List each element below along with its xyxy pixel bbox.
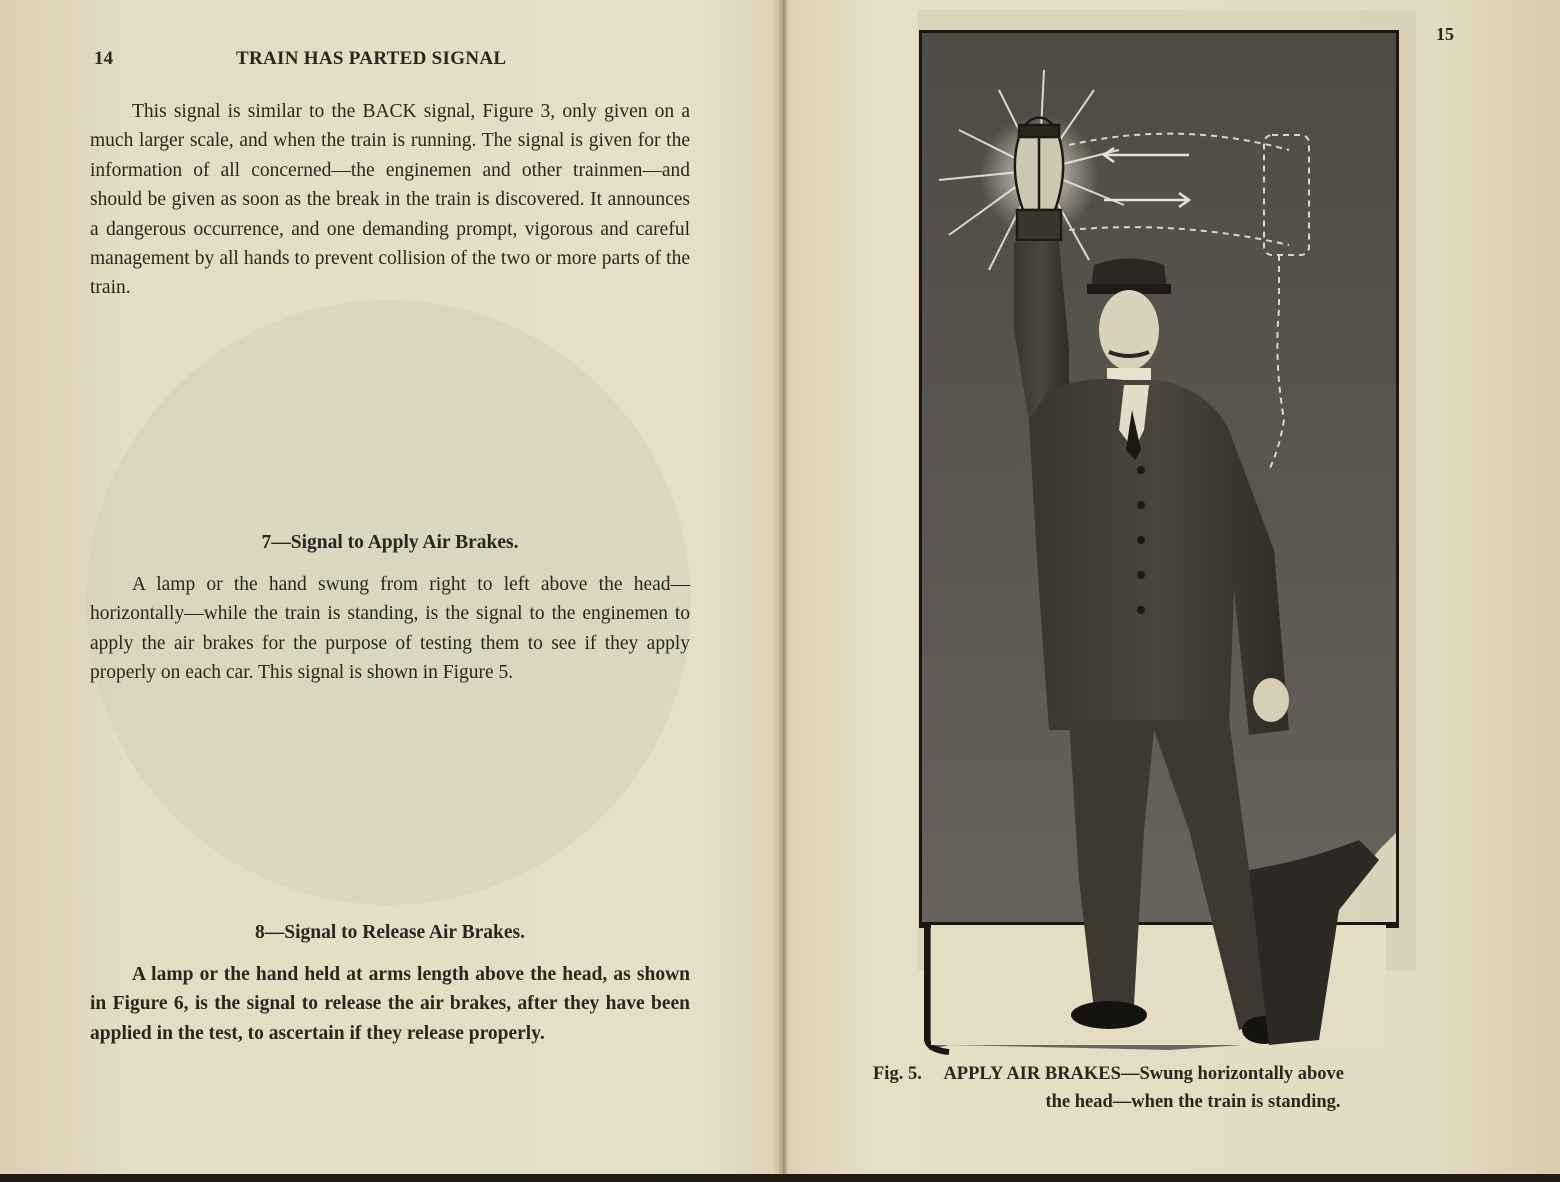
page-number-left: 14	[94, 48, 113, 69]
trainman-shoe-left	[1071, 1001, 1147, 1029]
section-heading-release-air-brakes: 8—Signal to Release Air Brakes.	[255, 922, 525, 943]
page-number-right: 15	[1436, 24, 1454, 44]
figure-5-illustration	[919, 30, 1399, 1060]
trainman-hand	[1253, 678, 1289, 722]
section-heading-apply-air-brakes: 7—Signal to Apply Air Brakes.	[261, 532, 519, 553]
figure-caption-label: Fig. 5.	[873, 1064, 922, 1084]
figure-caption	[873, 1060, 1473, 1116]
paragraph-release-air-brakes: A lamp or the hand held at arms length above the head, as shown in Figure 6, is the signal to release the air brakes, after they have been applied in the test, to ascertain if they release properly.	[90, 964, 690, 1044]
paragraph-train-parted: This signal is similar to the BACK signal, Figure 3, only given on a much larger scale, and when the train is running. The signal is given for the information of all concerned—the enginemen and other trainmen—and should be given as soon as the break in the train is discovered. It announces a dangerous occurrence, and one demanding prompt, vigorous and careful management by all hands to prevent collision of the two or more parts of the train.	[90, 101, 690, 299]
running-head: TRAIN HAS PARTED SIGNAL	[236, 48, 507, 69]
paragraph-apply-air-brakes: A lamp or the hand swung from right to left above the head—horizontally—while the train is standing, is the signal to the enginemen to apply the air brakes for the purpose of testing them to see if they apply properly on each car. This signal is shown in Figure 5.	[90, 574, 690, 684]
figure-caption-line-2: the head—when the train is standing.	[1045, 1092, 1341, 1112]
right-page	[788, 0, 1560, 1182]
figure-caption-line-1: APPLY AIR BRAKES—Swung horizontally above	[943, 1064, 1344, 1084]
lantern-icon	[1015, 118, 1063, 241]
book-bottom-edge	[0, 1174, 1560, 1182]
